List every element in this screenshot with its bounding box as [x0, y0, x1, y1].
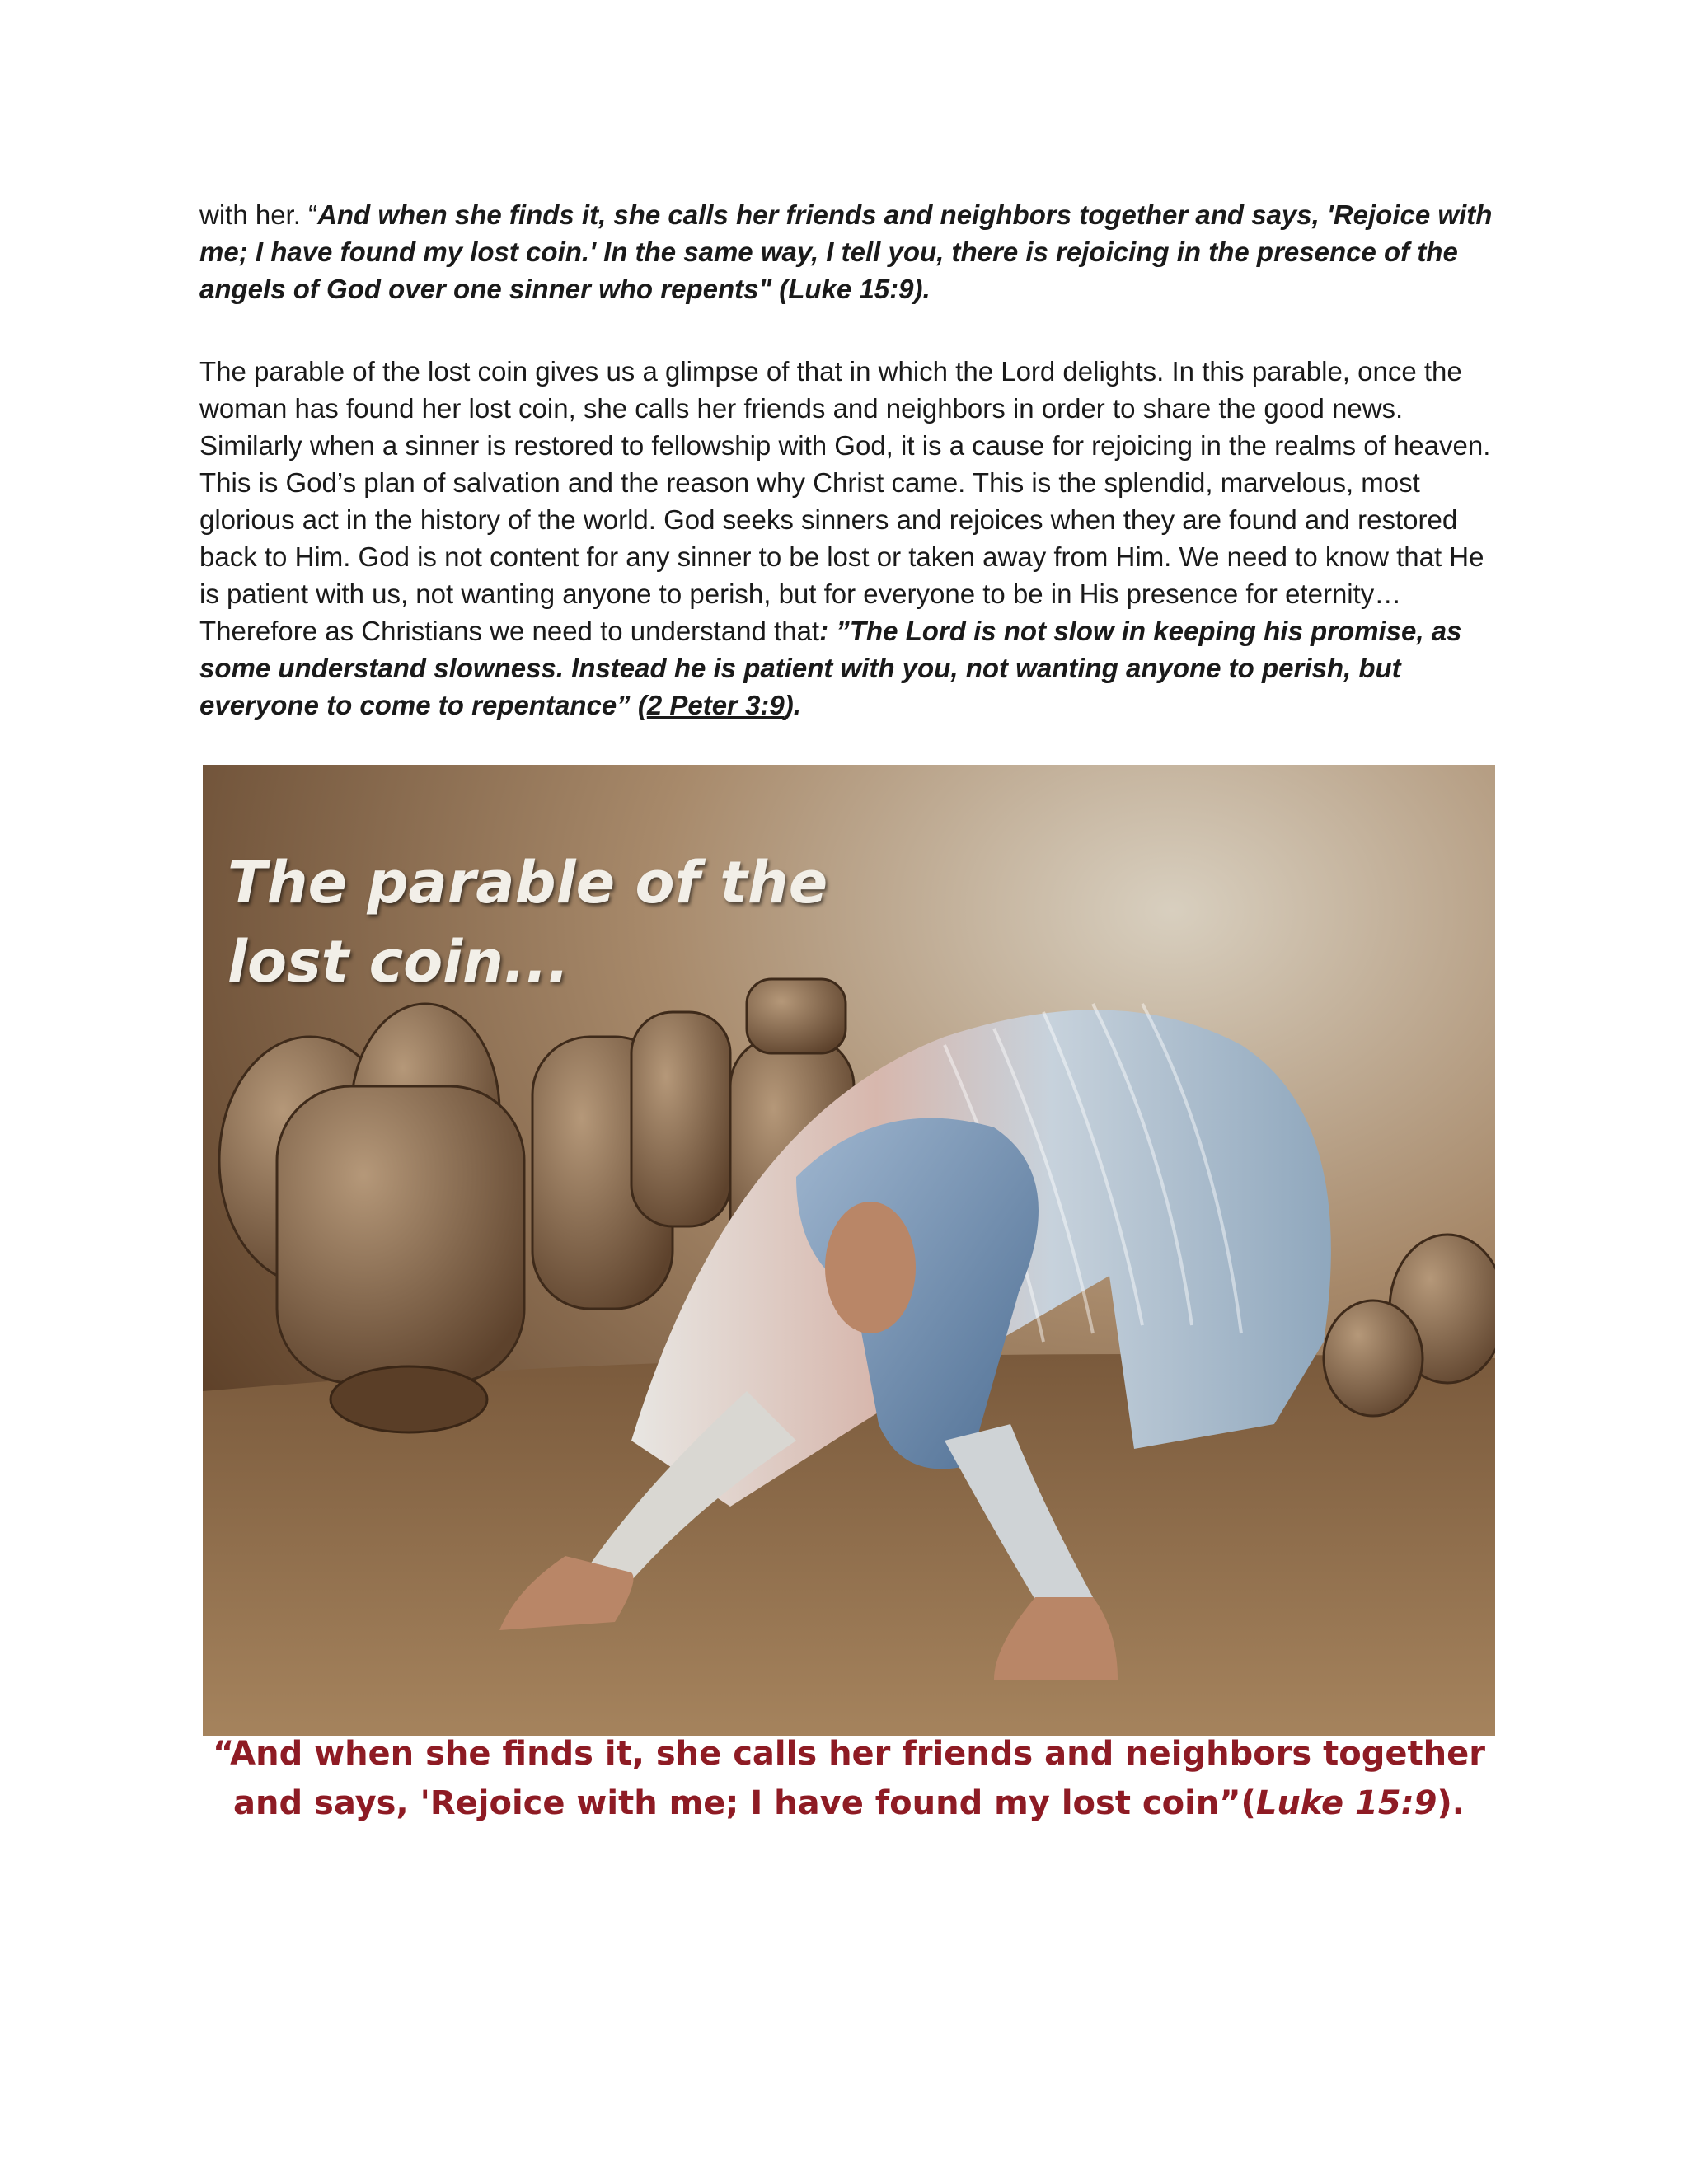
- parable-illustration: [203, 765, 1495, 1736]
- peter-quote: : ”The Lord is not slow in keeping his promise, as some understand slowness. Instead he is patient with you, not wanting anyone to perish, but everyone to come to repentance” (: [199, 616, 1462, 720]
- lead-in-text: with her. “: [199, 199, 318, 230]
- caption-text: “And when she finds it, she calls her friends and neighbors together and says, 'Rejoice with me; I have found my lost coin”(: [213, 1735, 1485, 1822]
- scripture-paragraph: [199, 196, 1502, 307]
- commentary-text: The parable of the lost coin gives us a glimpse of that in which the Lord delights. In this parable, once the woman has found her lost coin, she calls her friends and neighbors in order to share the good news. Similarly when a sinner is restored to fellowship with God, it is a cause for rejoicing in the realms of heaven. This is God’s plan of salvation and the reason why Christ came. This is the splendid, marvelous, most glorious act in the history of the world. God seeks sinners and rejoices when they are found and restored back to Him. God is not content for any sinner to be lost or taken away from Him. We need to know that He is patient with us, not wanting anyone to perish, but for everyone to be in His presence for eternity… Therefore as Christians we need to understand that: [199, 356, 1491, 646]
- illustration-title: [227, 843, 828, 1001]
- title-line-1: The parable of the: [227, 849, 828, 916]
- scripture-reference-link[interactable]: 2 Peter 3:9: [646, 690, 785, 720]
- title-line-2: lost coin...: [227, 928, 570, 996]
- quote-close: ).: [784, 690, 801, 720]
- caption-reference: Luke 15:9: [1255, 1784, 1437, 1822]
- luke-quote: And when she finds it, she calls her friends and neighbors together and says, 'Rejoice with me; I have found my lost coin.' In the same way, I tell you, there is rejoicing in the presence of the angels of God over one sinner who repents" (Luke 15:9).: [199, 199, 1493, 304]
- illustration-caption: [203, 1729, 1495, 1828]
- caption-close: ).: [1437, 1784, 1465, 1822]
- commentary-paragraph: [199, 353, 1502, 724]
